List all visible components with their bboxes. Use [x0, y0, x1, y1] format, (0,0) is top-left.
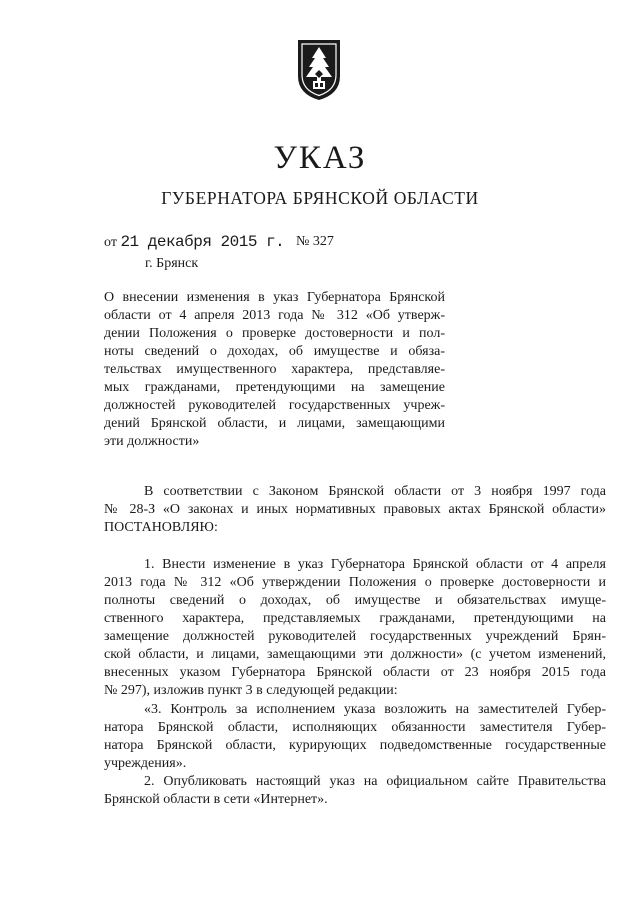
- quote-line: учреждения».: [104, 756, 187, 771]
- heading-line: мых гражданами, претендующими на замещение: [104, 380, 445, 395]
- date-line: [104, 232, 284, 253]
- city: г. Брянск: [145, 256, 199, 271]
- quote-line: натора Брянской области, исполняющих обязанности заместителя Губер-: [104, 720, 606, 735]
- item1-line: 2013 года № 312 «Об утверждении Положения о проверке достоверности и: [104, 575, 606, 590]
- heading-line: тельствах имущественного характера, представляе-: [104, 362, 445, 377]
- item2-line: 2. Опубликовать настоящий указ на официальном сайте Правительства: [144, 774, 606, 789]
- heading-line: ноты сведений о доходах, об имуществе и обяза-: [104, 344, 445, 359]
- heading-line: эти должности»: [104, 434, 200, 449]
- coat-of-arms-icon: [292, 36, 346, 102]
- preamble-line: ПОСТАНОВЛЯЮ:: [104, 520, 218, 535]
- item1-line: № 297), изложив пункт 3 в следующей редакции:: [104, 683, 398, 698]
- item1-line: полноты сведений о доходах, об имуществе и обязательствах имуще-: [104, 593, 606, 608]
- document-title: УКАЗ: [273, 140, 367, 176]
- preamble-line: № 28-З «О законах и иных нормативных правовых актах Брянской области»: [104, 502, 606, 517]
- date-prefix: от: [104, 235, 117, 250]
- item1-line: 1. Внести изменение в указ Губернатора Брянской области от 4 апреля: [144, 557, 606, 572]
- quote-line: натора Брянской области, курирующих подведомственные государственные: [104, 738, 606, 753]
- item1-line: ственного характера, представляемых гражданами, претендующими на: [104, 611, 606, 626]
- heading-line: дении Положения о проверке достоверности и пол-: [104, 326, 445, 341]
- quote-line: «3. Контроль за исполнением указа возложить на заместителей Губер-: [144, 702, 606, 717]
- preamble-line: В соответствии с Законом Брянской области от 3 ноября 1997 года: [144, 484, 606, 499]
- document-subtitle: ГУБЕРНАТОРА БРЯНСКОЙ ОБЛАСТИ: [161, 188, 479, 208]
- item2-line: Брянской области в сети «Интернет».: [104, 792, 328, 807]
- heading-line: дений Брянской области, и лицами, замещающими: [104, 416, 445, 431]
- date-value: 21 декабря 2015 г.: [120, 233, 285, 251]
- heading-line: О внесении изменения в указ Губернатора Брянской: [104, 290, 445, 305]
- item1-line: ской области, и лицами, замещающими эти должности» (с учетом изменений,: [104, 647, 606, 662]
- item1-line: замещение должностей руководителей государственных учреждений Брян-: [104, 629, 606, 644]
- heading-line: должностей руководителей государственных учреж-: [104, 398, 445, 413]
- document-number: № 327: [296, 234, 334, 249]
- item1-line: внесенных указом Губернатора Брянской области от 23 ноября 2015 года: [104, 665, 606, 680]
- heading-line: области от 4 апреля 2013 года № 312 «Об утверж-: [104, 308, 445, 323]
